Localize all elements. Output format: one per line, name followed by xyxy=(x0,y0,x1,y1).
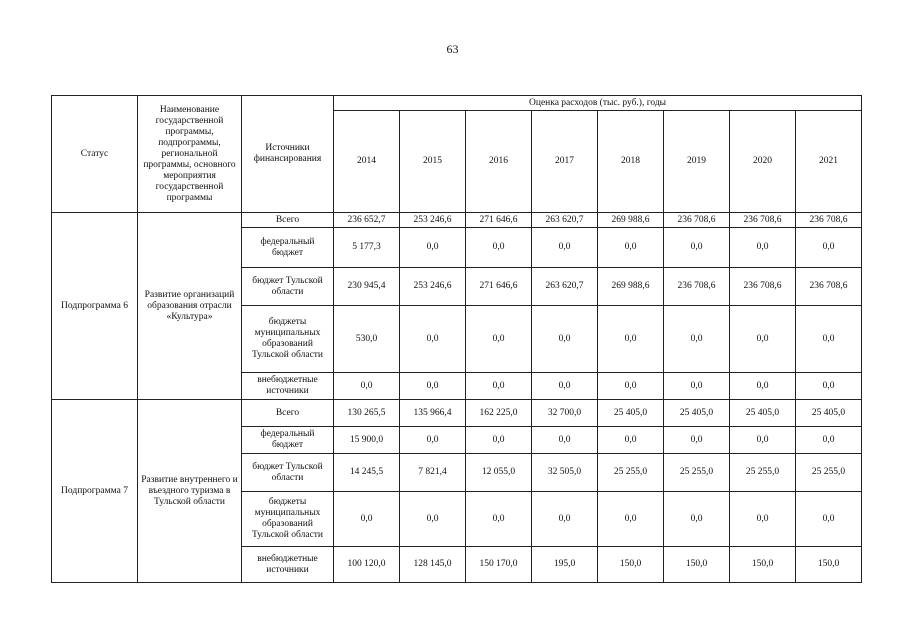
year-header: 2015 xyxy=(400,111,466,213)
value-cell: 0,0 xyxy=(730,492,796,547)
value-cell: 0,0 xyxy=(664,306,730,373)
funding-source-cell: бюджет Тульской области xyxy=(242,454,334,492)
program-name-header: Наименование государственной программы, подпрограммы, региональной программы, основного мероприятия государственной программы xyxy=(138,96,242,213)
value-cell: 0,0 xyxy=(532,306,598,373)
value-cell: 150 170,0 xyxy=(466,547,532,583)
year-header: 2021 xyxy=(796,111,862,213)
value-cell: 253 246,6 xyxy=(400,268,466,306)
funding-source-cell: Всего xyxy=(242,400,334,427)
funding-source-cell: бюджет Тульской области xyxy=(242,268,334,306)
value-cell: 0,0 xyxy=(598,306,664,373)
value-cell: 269 988,6 xyxy=(598,213,664,228)
value-cell: 100 120,0 xyxy=(334,547,400,583)
value-cell: 0,0 xyxy=(466,228,532,268)
value-cell: 0,0 xyxy=(532,492,598,547)
value-cell: 0,0 xyxy=(400,306,466,373)
value-cell: 25 405,0 xyxy=(730,400,796,427)
value-cell: 195,0 xyxy=(532,547,598,583)
value-cell: 269 988,6 xyxy=(598,268,664,306)
value-cell: 230 945,4 xyxy=(334,268,400,306)
value-cell: 236 652,7 xyxy=(334,213,400,228)
value-cell: 271 646,6 xyxy=(466,268,532,306)
value-cell: 25 405,0 xyxy=(796,400,862,427)
value-cell: 32 700,0 xyxy=(532,400,598,427)
value-cell: 150,0 xyxy=(664,547,730,583)
value-cell: 0,0 xyxy=(400,373,466,400)
value-cell: 236 708,6 xyxy=(664,213,730,228)
funding-source-cell: внебюджетные источники xyxy=(242,373,334,400)
value-cell: 150,0 xyxy=(730,547,796,583)
value-cell: 530,0 xyxy=(334,306,400,373)
value-cell: 25 405,0 xyxy=(598,400,664,427)
status-header: Статус xyxy=(52,96,138,213)
value-cell: 0,0 xyxy=(400,492,466,547)
year-header: 2018 xyxy=(598,111,664,213)
funding-source-cell: бюджеты муниципальных образований Тульской области xyxy=(242,492,334,547)
value-cell: 0,0 xyxy=(466,373,532,400)
funding-source-cell: федеральный бюджет xyxy=(242,228,334,268)
value-cell: 25 255,0 xyxy=(598,454,664,492)
value-cell: 0,0 xyxy=(664,427,730,454)
value-cell: 0,0 xyxy=(334,373,400,400)
value-cell: 0,0 xyxy=(532,427,598,454)
year-header: 2019 xyxy=(664,111,730,213)
value-cell: 0,0 xyxy=(730,228,796,268)
sources-header: Источники финансирования xyxy=(242,96,334,213)
status-cell: Подпрограмма 6 xyxy=(52,213,138,400)
value-cell: 25 255,0 xyxy=(796,454,862,492)
value-cell: 0,0 xyxy=(598,492,664,547)
value-cell: 0,0 xyxy=(730,373,796,400)
value-cell: 25 255,0 xyxy=(664,454,730,492)
value-cell: 0,0 xyxy=(664,373,730,400)
estimate-header: Оценка расходов (тыс. руб.), годы xyxy=(334,96,862,111)
value-cell: 0,0 xyxy=(796,427,862,454)
value-cell: 236 708,6 xyxy=(796,213,862,228)
value-cell: 130 265,5 xyxy=(334,400,400,427)
year-header: 2014 xyxy=(334,111,400,213)
value-cell: 0,0 xyxy=(796,228,862,268)
value-cell: 0,0 xyxy=(532,373,598,400)
value-cell: 15 900,0 xyxy=(334,427,400,454)
year-header: 2017 xyxy=(532,111,598,213)
value-cell: 0,0 xyxy=(796,373,862,400)
value-cell: 0,0 xyxy=(334,492,400,547)
value-cell: 32 505,0 xyxy=(532,454,598,492)
value-cell: 162 225,0 xyxy=(466,400,532,427)
table-row xyxy=(52,400,862,427)
value-cell: 14 245,5 xyxy=(334,454,400,492)
value-cell: 236 708,6 xyxy=(664,268,730,306)
value-cell: 0,0 xyxy=(664,492,730,547)
value-cell: 253 246,6 xyxy=(400,213,466,228)
value-cell: 25 255,0 xyxy=(730,454,796,492)
funding-source-cell: федеральный бюджет xyxy=(242,427,334,454)
value-cell: 0,0 xyxy=(796,492,862,547)
expenditure-table xyxy=(51,95,862,583)
value-cell: 25 405,0 xyxy=(664,400,730,427)
value-cell: 263 620,7 xyxy=(532,213,598,228)
value-cell: 7 821,4 xyxy=(400,454,466,492)
value-cell: 0,0 xyxy=(532,228,598,268)
value-cell: 0,0 xyxy=(598,373,664,400)
funding-source-cell: Всего xyxy=(242,213,334,228)
value-cell: 0,0 xyxy=(664,228,730,268)
value-cell: 0,0 xyxy=(466,306,532,373)
value-cell: 0,0 xyxy=(466,492,532,547)
value-cell: 135 966,4 xyxy=(400,400,466,427)
value-cell: 12 055,0 xyxy=(466,454,532,492)
program-name-cell: Развитие внутреннего и въездного туризма в Тульской области xyxy=(138,400,242,583)
header-row xyxy=(52,96,862,111)
value-cell: 128 145,0 xyxy=(400,547,466,583)
value-cell: 0,0 xyxy=(400,427,466,454)
status-cell: Подпрограмма 7 xyxy=(52,400,138,583)
value-cell: 150,0 xyxy=(796,547,862,583)
value-cell: 271 646,6 xyxy=(466,213,532,228)
value-cell: 0,0 xyxy=(598,228,664,268)
funding-source-cell: внебюджетные источники xyxy=(242,547,334,583)
value-cell: 5 177,3 xyxy=(334,228,400,268)
value-cell: 0,0 xyxy=(796,306,862,373)
year-header: 2016 xyxy=(466,111,532,213)
value-cell: 0,0 xyxy=(400,228,466,268)
year-header: 2020 xyxy=(730,111,796,213)
value-cell: 0,0 xyxy=(730,427,796,454)
value-cell: 263 620,7 xyxy=(532,268,598,306)
value-cell: 236 708,6 xyxy=(796,268,862,306)
value-cell: 150,0 xyxy=(598,547,664,583)
value-cell: 236 708,6 xyxy=(730,213,796,228)
page-number: 63 xyxy=(446,42,459,56)
value-cell: 0,0 xyxy=(730,306,796,373)
value-cell: 236 708,6 xyxy=(730,268,796,306)
table-row xyxy=(52,213,862,228)
value-cell: 0,0 xyxy=(466,427,532,454)
funding-source-cell: бюджеты муниципальных образований Тульской области xyxy=(242,306,334,373)
value-cell: 0,0 xyxy=(598,427,664,454)
program-name-cell: Развитие организаций образования отрасли «Культура» xyxy=(138,213,242,400)
